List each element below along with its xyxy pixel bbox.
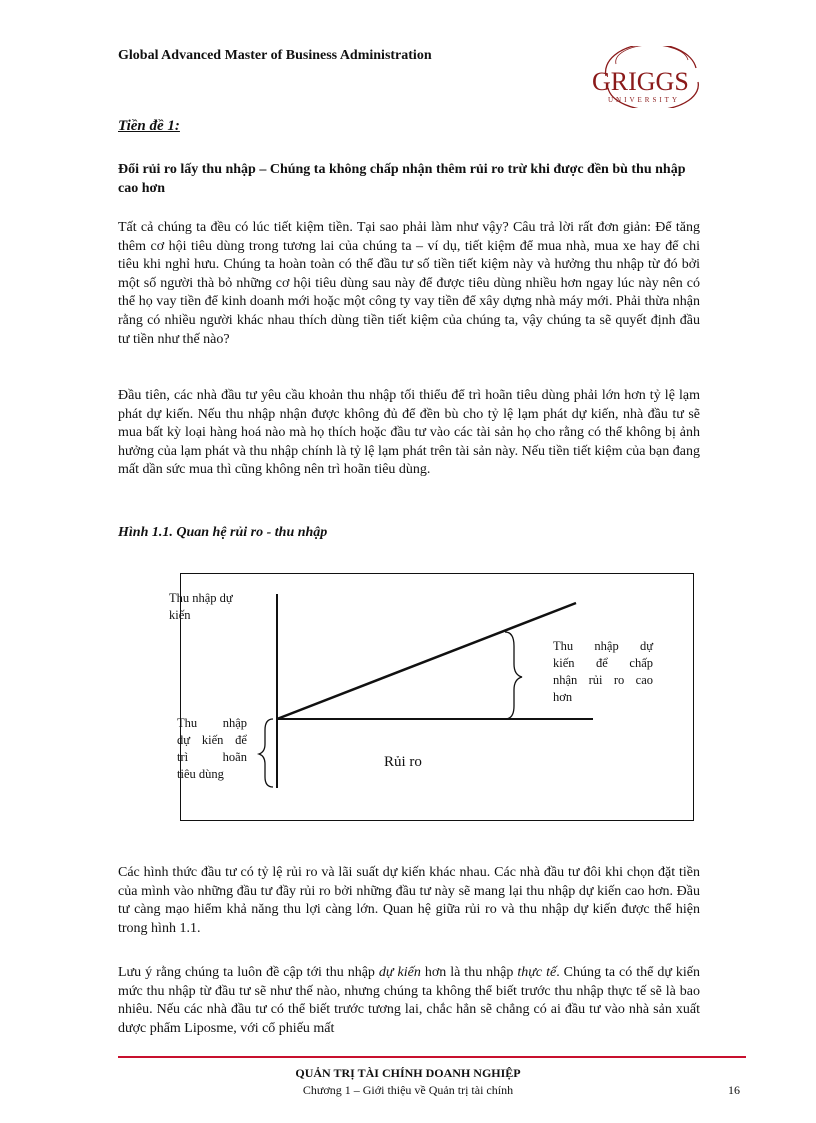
paragraph-1: Tất cả chúng ta đều có lúc tiết kiệm tiền. Tại sao phải làm như vậy? Câu trả lời rất đơn giản: Để tăng thêm cơ hội tiêu dùng trong tương lai của chúng ta – ví dụ, tiết kiệm để mua nhà, mua xe hay để chi tiêu khi nghỉ hưu. Chúng ta hoàn toàn có thể đầu tư số tiền tiết kiệm này và hưởng thu nhập từ đó bởi một số người thà bỏ những cơ hội tiêu dùng sau này để được tiêu dùng nhiều hơn ngay lúc này nên có thể họ vay tiền để kinh doanh mới hoặc một công ty vay tiền để xây dựng nhà máy mới. Phải thừa nhận rằng có nhiều người khác nhau thích dùng tiền tiết kiệm của chúng ta, vậy chúng ta sẽ quyết định đầu tư tiền như thế nào? <box>118 220 700 347</box>
premium-brace <box>505 632 522 719</box>
premium-label: Thu nhập dự kiến để chấp nhận rủi ro cao hơn <box>553 639 653 704</box>
page-number: 16 <box>728 1083 740 1097</box>
footer-chapter: Chương 1 – Giới thiệu về Quản trị tài chính <box>302 1083 514 1097</box>
program-title: Global Advanced Master of Business Administration <box>118 48 432 63</box>
griggs-university-logo <box>586 46 708 108</box>
section-title: Tiền đề 1: <box>118 118 180 134</box>
logo-wordmark: GRIGGS <box>592 67 689 96</box>
risk-return-line <box>277 603 576 719</box>
section-subtitle: Đổi rủi ro lấy thu nhập – Chúng ta không chấp nhận thêm rủi ro trừ khi được đền bù thu nhập cao hơn <box>118 162 686 196</box>
risk-return-figure <box>169 573 694 821</box>
paragraph-4: Lưu ý rằng chúng ta luôn đề cập tới thu nhập dự kiến hơn là thu nhập thực tế. Chúng ta có thể dự kiến mức thu nhập từ đầu tư sẽ như thế nào, nhưng chúng ta không thể biết trước thu nhập thực tế sẽ là bao nhiêu. Nếu các nhà đầu tư có thể biết trước tương lai, chắc hẳn sẽ chẳng có ai đầu tư vào nhà sản xuất dược phẩm Liposme, với cổ phiếu mất <box>118 965 701 1036</box>
y-axis-label: Thu nhập dự kiến <box>169 591 233 622</box>
figure-caption: Hình 1.1. Quan hệ rủi ro - thu nhập <box>118 525 328 540</box>
paragraph-2: Đầu tiên, các nhà đầu tư yêu cầu khoản thu nhập tối thiểu để trì hoãn tiêu dùng phải lớn hơn tỷ lệ lạm phát dự kiến. Nếu thu nhập nhận được không đủ để đền bù cho tỷ lệ lạm phát dự kiến, nhà đầu tư sẽ mua bất kỳ loại hàng hoá nào mà họ thích hoặc đầu tư vào các tài sản họ cho rằng có thể không bị ảnh hưởng của lạm phát và thu nhập chính là tỷ lệ lạm phát trên tài sản này. Nếu tiền tiết kiệm của bạn đang mất dần sức mua thì cũng không nên trì hoãn tiêu dùng. <box>118 388 700 478</box>
deferral-label: Thu nhập dự kiến để trì hoãn tiêu dùng <box>177 716 247 781</box>
footer-divider <box>118 1056 746 1058</box>
footer-title: QUẢN TRỊ TÀI CHÍNH DOANH NGHIỆP <box>295 1066 521 1080</box>
deferral-brace <box>259 719 273 787</box>
paragraph-3: Các hình thức đầu tư có tỷ lệ rủi ro và lãi suất dự kiến khác nhau. Các nhà đầu tư đôi khi chọn đặt tiền của mình vào những đầu tư đầy rủi ro bởi những đầu tư này sẽ mang lại thu nhập dự kiến cao hơn. Đầu tư càng mạo hiểm khả năng thu lợi càng lớn. Quan hệ giữa rủi ro và thu nhập dự kiến được thể hiện trong hình 1.1. <box>118 865 700 936</box>
logo-subtext: UNIVERSITY <box>608 96 680 104</box>
risk-label: Rủi ro <box>384 754 422 770</box>
